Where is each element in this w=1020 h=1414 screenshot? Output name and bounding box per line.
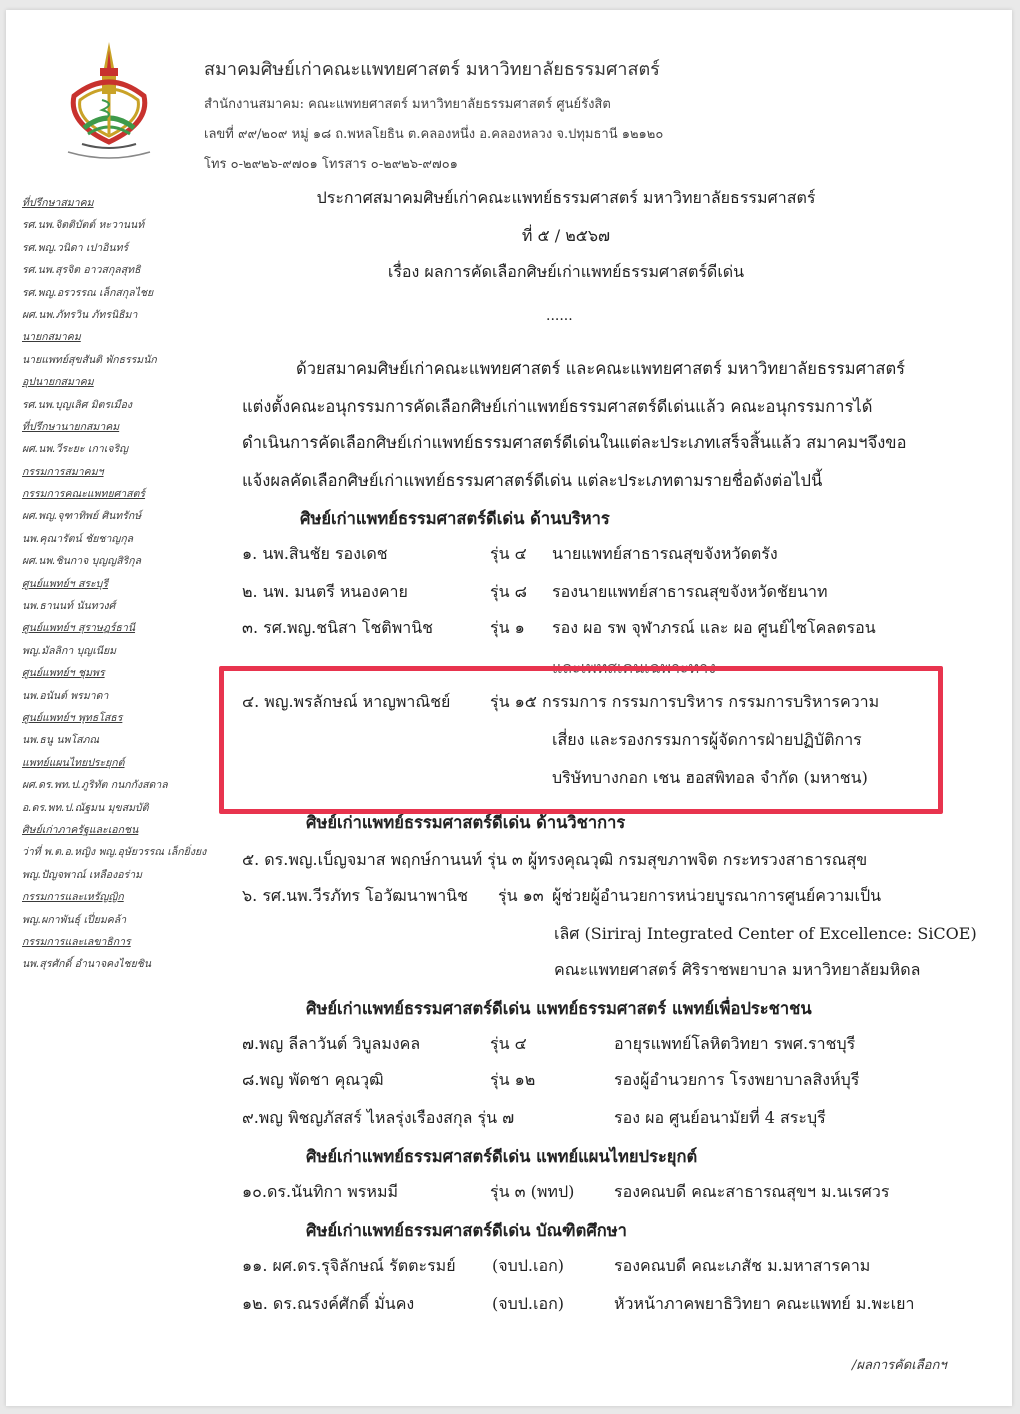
entry-generation: (จบป.เอก) — [492, 1256, 565, 1275]
sidebar-heading: ที่ปรึกษานายกสมาคม — [22, 420, 120, 433]
entry-generation: รุ่น ๓ (พทป) — [490, 1182, 575, 1201]
intro-line-1: ด้วยสมาคมศิษย์เก่าคณะแพทยศาสตร์ และคณะแพทยศาสตร์ มหาวิทยาลัยธรรมศาสตร์ — [296, 359, 906, 378]
sidebar-member: พญ.ปัญจพาณ์ เหลืองอร่าม — [22, 868, 143, 881]
letterhead — [204, 54, 663, 183]
entry-position: นายแพทย์สาธารณสุขจังหวัดตรัง — [552, 544, 778, 563]
entry-name: ๑. นพ.สินชัย รองเดช — [242, 544, 388, 563]
entry-row — [242, 848, 952, 884]
entry-row — [242, 1292, 952, 1328]
sidebar-heading: กรรมการคณะแพทยศาสตร์ — [22, 488, 146, 501]
entry-position: ผู้ช่วยผู้อำนวยการหน่วยบูรณาการศูนย์ความเป็น — [552, 886, 882, 905]
org-name: สมาคมศิษย์เก่าคณะแพทยศาสตร์ มหาวิทยาลัยธรรมศาสตร์ — [204, 59, 660, 80]
sidebar-heading: นายกสมาคม — [22, 331, 81, 344]
officers-sidebar — [22, 192, 218, 976]
entry-position-cont: คณะแพทยศาสตร์ ศิริราชพยาบาล มหาวิทยาลัยมหิดล — [554, 960, 921, 979]
intro-line-2: แต่งตั้งคณะอนุกรรมการคัดเลือกศิษย์เก่าแพทย์ธรรมศาสตร์ดีเด่นแล้ว คณะอนุกรรมการได้ — [242, 397, 873, 416]
sidebar-member: พญ.ผกาพันธุ์ เปี่ยมคล้า — [22, 913, 127, 926]
entry-position: หัวหน้าภาคพยาธิวิทยา คณะแพทย์ ม.พะเยา — [614, 1294, 915, 1313]
entry-row — [242, 884, 952, 920]
sidebar-heading: กรรมการและเหรัญญิก — [22, 891, 124, 904]
sidebar-heading: กรรมการสมาคมฯ — [22, 465, 104, 478]
intro-line-4: แจ้งผลคัดเลือกศิษย์เก่าแพทย์ธรรมศาสตร์ดีเด่น แต่ละประเภทตามรายชื่อดังต่อไปนี้ — [242, 471, 823, 490]
entry-position: รองคณบดี คณะเภสัช ม.มหาสารคาม — [614, 1256, 871, 1275]
section-heading-graduate: ศิษย์เก่าแพทย์ธรรมศาสตร์ดีเด่น บัณฑิตศึกษา — [306, 1221, 627, 1240]
entry-row — [242, 580, 952, 616]
entry-generation: รุ่น ๔ — [490, 544, 527, 563]
entry-position: รอง ผอ ศูนย์อนามัยที่ 4 สระบุรี — [614, 1108, 826, 1127]
entry-full-text: ๕. ดร.พญ.เบ็ญจมาส พฤกษ์กานนท์ รุ่น ๓ ผู้ทรงคุณวุฒิ กรมสุขภาพจิต กระทรวงสาธารณสุข — [242, 850, 868, 869]
entry-name: ๗.พญ ลีลาวันต์ วิบูลมงคล — [242, 1034, 421, 1053]
entry-generation: รุ่น ๘ — [490, 582, 527, 601]
entry-name: ๘.พญ พัดชา คุณวุฒิ — [242, 1070, 384, 1089]
entry-name: ๙.พญ พิชญภัสสร์ ไหลรุ่งเรืองสกุล รุ่น ๗ — [242, 1108, 515, 1127]
sidebar-member: นพ.ธานนท์ นันทวงศ์ — [22, 600, 116, 613]
entry-name: ๑๑. ผศ.ดร.รุจิลักษณ์ รัตตะรมย์ — [242, 1256, 456, 1275]
entry-position: อายุรแพทย์โลหิตวิทยา รพศ.ราชบุรี — [614, 1034, 856, 1053]
sidebar-member: นพ.อนันต์ พรมาดา — [22, 689, 109, 702]
entry-row — [242, 1068, 952, 1104]
sidebar-heading: ศูนย์แพทย์ฯ สระบุรี — [22, 577, 108, 590]
announcement-subject: เรื่อง ผลการคัดเลือกศิษย์เก่าแพทย์ธรรมศาสตร์ดีเด่น — [387, 262, 745, 281]
entry-name: ๒. นพ. มนตรี หนองคาย — [242, 582, 408, 601]
entry-row — [242, 616, 952, 652]
entry-row — [242, 1032, 952, 1068]
entry-position-cont: เลิศ (Siriraj Integrated Center of Excellence: SiCOE) — [554, 924, 977, 943]
sidebar-heading: กรรมการและเลขาธิการ — [22, 935, 131, 948]
entry-name: ๖. รศ.นพ.วีรภัทร โอวัฒนาพานิช — [242, 886, 468, 905]
sidebar-member: ผศ.นพ.วีระยะ เกาเจริญ — [22, 443, 129, 456]
section-heading-thai-medicine: ศิษย์เก่าแพทย์ธรรมศาสตร์ดีเด่น แพทย์แผนไทยประยุกต์ — [306, 1147, 698, 1166]
document-page — [6, 10, 1012, 1406]
sidebar-member: รศ.นพ.จิตติบัตต์ หะวานนท์ — [22, 219, 145, 232]
entry-generation: รุ่น ๑ — [490, 618, 525, 637]
announcement-number: ที่ ๕ / ๒๕๖๗ — [521, 226, 611, 245]
entry-row — [242, 1254, 952, 1290]
entry-position: รองคณบดี คณะสาธารณสุขฯ ม.นเรศวร — [614, 1182, 890, 1201]
sidebar-heading: ศิษย์เก่าภาครัฐและเอกชน — [22, 823, 139, 836]
entry-position: รองนายแพทย์สาธารณสุขจังหวัดชัยนาท — [552, 582, 828, 601]
sidebar-member: ผศ.ดร.พท.ป.ภูริทัต กนกกังสดาล — [22, 779, 168, 792]
sidebar-heading: ที่ปรึกษาสมาคม — [22, 197, 94, 209]
org-office: สำนักงานสมาคม: คณะแพทยศาสตร์ มหาวิทยาลัยธรรมศาสตร์ ศูนย์รังสิต — [204, 97, 611, 112]
intro-line-3: ดำเนินการคัดเลือกศิษย์เก่าแพทย์ธรรมศาสตร์ดีเด่นในแต่ละประเภทเสร็จสิ้นแล้ว สมาคมฯจึงขอ — [242, 433, 907, 452]
entry-position: รอง ผอ รพ จุฬาภรณ์ และ ผอ ศูนย์ไซโคลตรอน — [552, 618, 876, 637]
sidebar-heading: ศูนย์แพทย์ฯ ชุมพร — [22, 667, 105, 680]
association-logo — [54, 38, 164, 168]
announcement-title: ประกาศสมาคมศิษย์เก่าคณะแพทย์ธรรมศาสตร์ มหาวิทยาลัยธรรมศาสตร์ — [316, 188, 816, 207]
entry-row — [242, 1180, 952, 1216]
continuation-note: /ผลการคัดเลือกฯ — [852, 1358, 947, 1373]
entry-name: ๓. รศ.พญ.ชนิสา โชติพานิช — [242, 618, 434, 637]
entry-position-cont: บริษัทบางกอก เชน ฮอสพิทอล จำกัด (มหาชน) — [552, 768, 868, 787]
sidebar-heading: ศูนย์แพทย์ฯ พุทธโสธร — [22, 711, 123, 724]
sidebar-heading: ศูนย์แพทย์ฯ สุราษฎร์ธานี — [22, 622, 136, 635]
sidebar-member: ผศ.นพ.ชินกาจ บุญญสิริกุล — [22, 555, 142, 568]
sidebar-member: นายแพทย์สุขสันติ พักธรรมนัก — [22, 353, 157, 366]
sidebar-member: ว่าที่ พ.ต.อ.หญิง พญ.อุษัยวรรณ เล็กยิ่งยง — [22, 846, 207, 859]
sidebar-member: รศ.นพ.บุญเลิศ มิตรเมือง — [22, 398, 133, 411]
entry-row — [242, 542, 952, 578]
sidebar-member: รศ.พญ.วนิดา เปาอินทร์ — [22, 241, 129, 254]
sidebar-member: ผศ.นพ.ภัทรวิน ภัทรนิธิมา — [22, 308, 138, 321]
separator-dots: ...... — [546, 308, 573, 324]
entry-row — [242, 1106, 952, 1142]
org-phone: โทร ๐-๒๙๒๖-๙๗๐๑ โทรสาร ๐-๒๙๒๖-๙๗๐๑ — [204, 157, 458, 172]
entry-generation: รุ่น ๑๕ — [490, 692, 537, 711]
entry-generation: รุ่น ๑๓ — [498, 886, 544, 905]
entry-name: ๑๒. ดร.ณรงค์ศักดิ์ มั่นคง — [242, 1294, 415, 1313]
sidebar-member: อ.ดร.พท.ป.ณัฐมน มุขสมบัติ — [22, 801, 149, 814]
sidebar-member: นพ.ธนู นพโสภณ — [22, 734, 100, 747]
org-address: เลขที่ ๙๙/๒๐๙ หมู่ ๑๘ ถ.พหลโยธิน ต.คลองหนึ่ง อ.คลองหลวง จ.ปทุมธานี ๑๒๑๒๐ — [204, 127, 664, 142]
sidebar-heading: แพทย์แผนไทยประยุกต์ — [22, 756, 125, 769]
section-heading-admin: ศิษย์เก่าแพทย์ธรรมศาสตร์ดีเด่น ด้านบริหาร — [300, 509, 610, 528]
entry-generation: รุ่น ๑๒ — [490, 1070, 536, 1089]
sidebar-member: รศ.พญ.อรวรรณ เล็กสกุลไชย — [22, 286, 154, 299]
sidebar-member: นพ.สุรศักดิ์ อำนาจคงไชยชิน — [22, 958, 152, 971]
entry-generation: รุ่น ๔ — [490, 1034, 527, 1053]
entry-position-cont: เสี่ยง และรองกรรมการผู้จัดการฝ่ายปฏิบัติการ — [552, 730, 862, 749]
entry-name: ๑๐.ดร.นันทิกา พรหมมี — [242, 1182, 399, 1201]
sidebar-member: รศ.นพ.สุรจิต อาวสกุลสุทธิ — [22, 264, 141, 277]
highlight-box — [219, 666, 943, 814]
entry-position: กรรมการ กรรมการบริหาร กรรมการบริหารความ — [542, 692, 880, 711]
sidebar-member: ผศ.พญ.จุฑาทิพย์ ศินทรักษ์ — [22, 510, 142, 523]
sidebar-heading: อุปนายกสมาคม — [22, 376, 94, 389]
sidebar-member: พญ.มัลลิกา บุญเนียม — [22, 644, 117, 657]
section-heading-community: ศิษย์เก่าแพทย์ธรรมศาสตร์ดีเด่น แพทย์ธรรมศาสตร์ แพทย์เพื่อประชาชน — [306, 999, 812, 1018]
entry-position-cont: และเพทสเคนเฉพาะทาง — [552, 658, 716, 677]
entry-position: รองผู้อำนวยการ โรงพยาบาลสิงห์บุรี — [614, 1070, 860, 1089]
entry-generation: (จบป.เอก) — [492, 1294, 565, 1313]
sidebar-member: นพ.คุณารัตน์ ชัยชาญกุล — [22, 532, 134, 545]
section-heading-academic: ศิษย์เก่าแพทย์ธรรมศาสตร์ดีเด่น ด้านวิชาการ — [306, 813, 626, 832]
entry-name: ๔. พญ.พรลักษณ์ หาญพาณิชย์ — [242, 692, 451, 711]
